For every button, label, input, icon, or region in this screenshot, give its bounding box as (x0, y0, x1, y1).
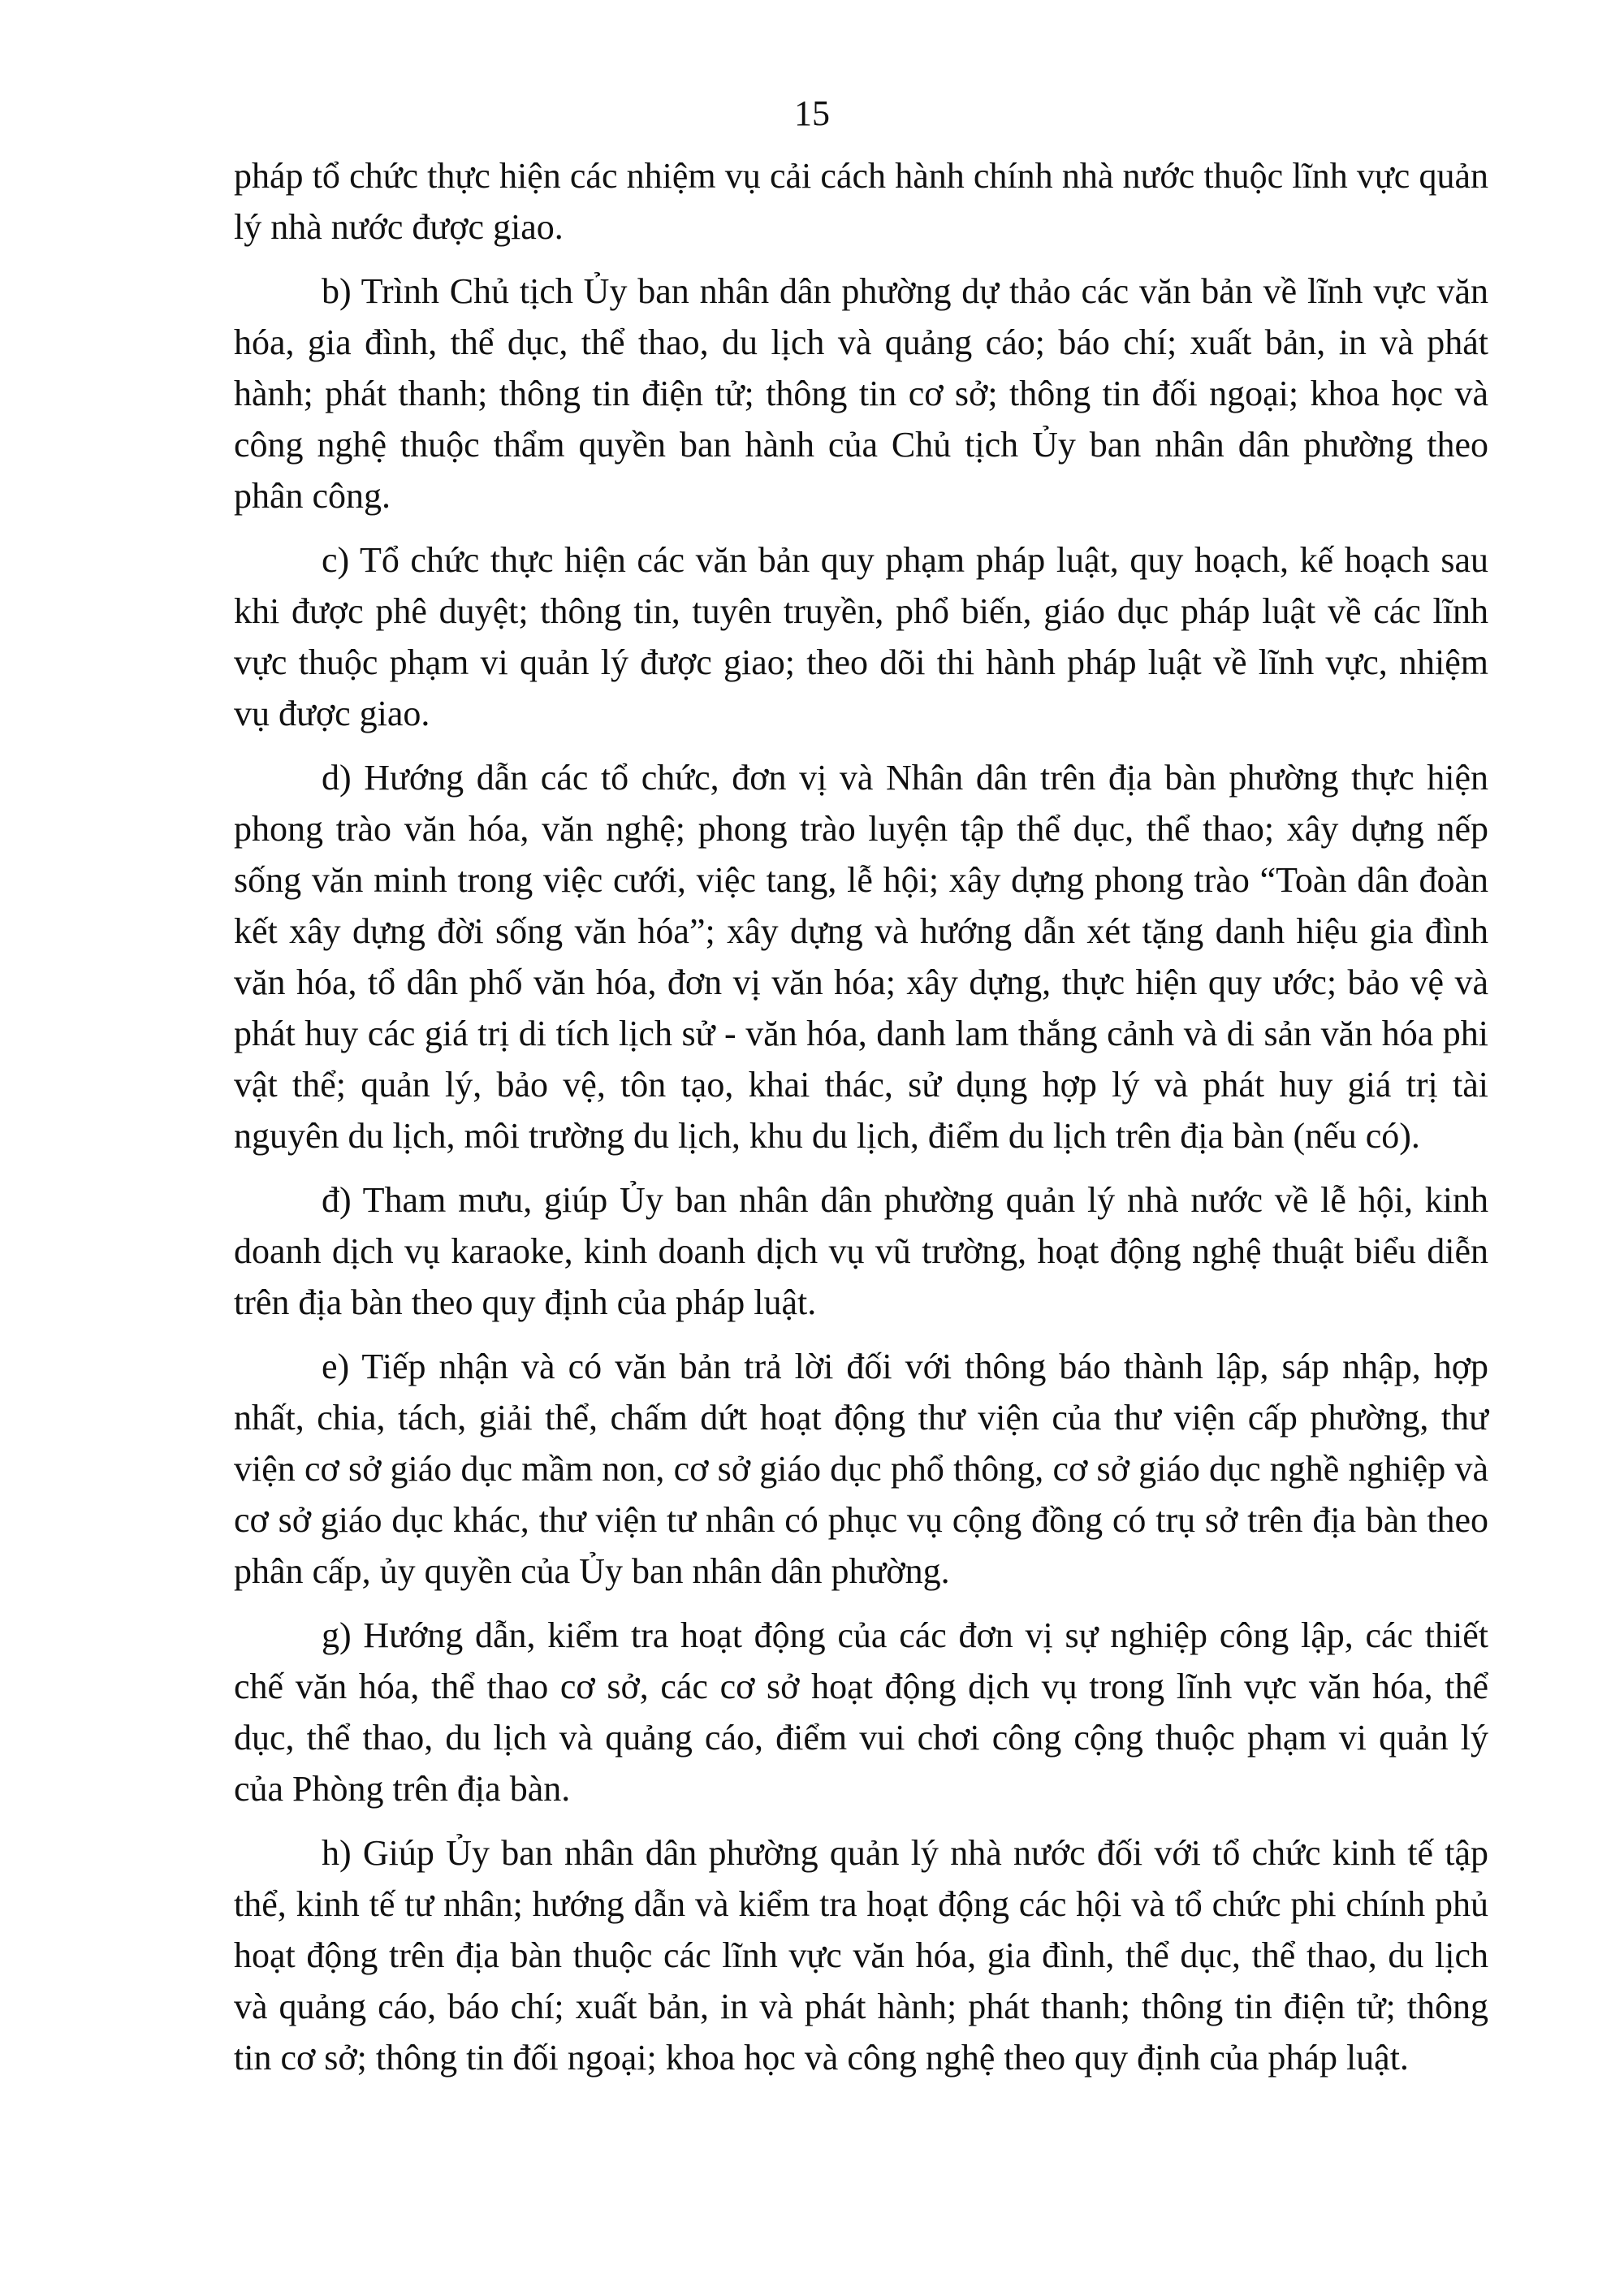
paragraph-g: g) Hướng dẫn, kiểm tra hoạt động của các đơn vị sự nghiệp công lập, các thiết chế văn hóa, thể thao cơ sở, các cơ sở hoạt động dịch vụ trong lĩnh vực văn hóa, thể dục, thể thao, du lịch và quảng cáo, điểm vui chơi công cộng thuộc phạm vi quản lý của Phòng trên địa bàn. (234, 1615, 1488, 1809)
paragraph-e: e) Tiếp nhận và có văn bản trả lời đối với thông báo thành lập, sáp nhập, hợp nhất, chia, tách, giải thể, chấm dứt hoạt động thư viện của thư viện cấp phường, thư viện cơ sở giáo dục mầm non, cơ sở giáo dục phổ thông, cơ sở giáo dục nghề nghiệp và cơ sở giáo dục khác, thư viện tư nhân có phục vụ cộng đồng có trụ sở trên địa bàn theo phân cấp, ủy quyền của Ủy ban nhân dân phường. (234, 1347, 1488, 1591)
paragraph-d: d) Hướng dẫn các tổ chức, đơn vị và Nhân dân trên địa bàn phường thực hiện phong trào văn hóa, văn nghệ; phong trào luyện tập thể dục, thể thao; xây dựng nếp sống văn minh trong việc cưới, việc tang, lễ hội; xây dựng phong trào “Toàn dân đoàn kết xây dựng đời sống văn hóa”; xây dựng và hướng dẫn xét tặng danh hiệu gia đình văn hóa, tổ dân phố văn hóa, đơn vị văn hóa; xây dựng, thực hiện quy ước; bảo vệ và phát huy các giá trị di tích lịch sử - văn hóa, danh lam thắng cảnh và di sản văn hóa phi vật thể; quản lý, bảo vệ, tôn tạo, khai thác, sử dụng hợp lý và phát huy giá trị tài nguyên du lịch, môi trường du lịch, khu du lịch, điểm du lịch trên địa bàn (nếu có). (234, 758, 1488, 1156)
paragraph-continuation: pháp tổ chức thực hiện các nhiệm vụ cải cách hành chính nhà nước thuộc lĩnh vực quản lý nhà nước được giao. (234, 156, 1488, 247)
paragraph-b: b) Trình Chủ tịch Ủy ban nhân dân phường dự thảo các văn bản về lĩnh vực văn hóa, gia đình, thể dục, thể thao, du lịch và quảng cáo; báo chí; xuất bản, in và phát hành; phát thanh; thông tin điện tử; thông tin cơ sở; thông tin đối ngoại; khoa học và công nghệ thuộc thẩm quyền ban hành của Chủ tịch Ủy ban nhân dân phường theo phân công. (234, 271, 1488, 516)
paragraph-dd: đ) Tham mưu, giúp Ủy ban nhân dân phường quản lý nhà nước về lễ hội, kinh doanh dịch vụ karaoke, kinh doanh dịch vụ vũ trường, hoạt động nghệ thuật biểu diễn trên địa bàn theo quy định của pháp luật. (234, 1180, 1488, 1322)
paragraph-h: h) Giúp Ủy ban nhân dân phường quản lý nhà nước đối với tổ chức kinh tế tập thể, kinh tế tư nhân; hướng dẫn và kiểm tra hoạt động các hội và tổ chức phi chính phủ hoạt động trên địa bàn thuộc các lĩnh vực văn hóa, gia đình, thể dục, thể thao, du lịch và quảng cáo, báo chí; xuất bản, in và phát hành; phát thanh; thông tin điện tử; thông tin cơ sở; thông tin đối ngoại; khoa học và công nghệ theo quy định của pháp luật. (234, 1833, 1488, 2078)
paragraph-c: c) Tổ chức thực hiện các văn bản quy phạm pháp luật, quy hoạch, kế hoạch sau khi được phê duyệt; thông tin, tuyên truyền, phổ biến, giáo dục pháp luật về các lĩnh vực thuộc phạm vi quản lý được giao; theo dõi thi hành pháp luật về lĩnh vực, nhiệm vụ được giao. (234, 540, 1488, 733)
page-number: 15 (794, 93, 830, 133)
document-body (234, 150, 1488, 2096)
